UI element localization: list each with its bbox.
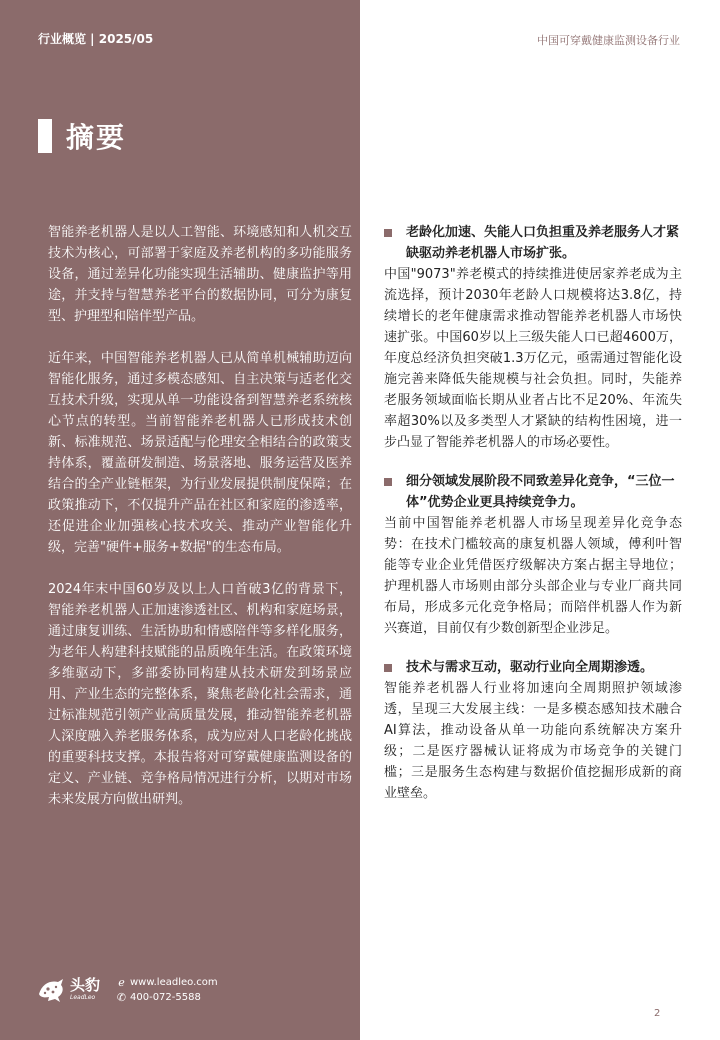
logo-name-en: LeadLeo [70,993,96,1001]
leopard-logo-icon [36,974,66,1004]
summary-paragraph: 2024年末中国60岁及以上人口首破3亿的背景下，智能养老机器人正加速渗透社区、机构和家庭场景，通过康复训练、生活协助和情感陪伴等多样化服务，为老年人构建科技赋能的品质晚年生活。在政策环境多维驱动下，多部委协同构建从技术研发到场景应用、产业生态的完整体系，聚焦老龄化社会需求，通过标准规范引领产业高质量发展，推动智能养老机器人深度融入养老服务体系，成为应对人口老龄化挑战的重要科技支撑。本报告将对可穿戴健康监测设备的定义、产业链、竞争格局情况进行分析，以期对市场未来发展方向做出研判。 [48,582,352,807]
finding-body: 智能养老机器人行业将加速向全周期照护领域渗透，呈现三大发展主线：一是多模态感知技术融合AI算法，推动设备从单一功能向系统解决方案升级；二是医疗器械认证将成为市场竞争的关键门槛；三是服务生态构建与数据价值挖掘形成新的商业壁垒。 [384,681,682,801]
finding-body: 中国"9073"养老模式的持续推进使居家养老成为主流选择，预计2030年老龄人口规模将达3.8亿，持续增长的老年健康需求推动智能养老机器人市场快速扩张。中国60岁以上三级失能人口已超4600万，年度总经济负担突破1.3万亿元，亟需通过智能化设施完善来降低失能规模与社会负担。同时，失能养老服务领域面临长期从业者占比不足20%、年流失率超30%以及多类型人才紧缺的结构性困境，进一步凸显了智能养老机器人的市场必要性。 [384,267,682,450]
key-findings [384,222,682,822]
leadleo-logo [36,974,100,1004]
industry-title: 中国可穿戴健康监测设备行业 [537,34,680,47]
summary-text [48,222,352,831]
square-bullet-icon [384,478,392,486]
finding-section [384,471,682,639]
page-number: 2 [654,1008,661,1019]
summary-paragraph: 近年来，中国智能养老机器人已从简单机械辅助迈向智能化服务，通过多模态感知、自主决策与适老化交互技术升级，实现从单一功能设备到智慧养老系统核心节点的转型。当前智能养老机器人已形成技术创新、标准规范、场景适配与伦理安全相结合的政策支持体系，覆盖研发制造、场景落地、服务运营及医养结合的全产业链框架，为行业发展提供制度保障；在政策推动下，不仅提升产品在社区和家庭的渗透率，还促进企业加强核心技术攻关、推动产业智能化升级，完善"硬件+服务+数据"的生态布局。 [48,351,352,555]
finding-heading: 技术与需求互动，驱动行业向全周期渗透。 [406,660,654,675]
square-bullet-icon [384,664,392,672]
square-bullet-icon [384,229,392,237]
finding-section [384,222,682,453]
contact-info [116,975,218,1005]
finding-body: 当前中国智能养老机器人市场呈现差异化竞争态势：在技术门槛较高的康复机器人领域，傅利叶智能等专业企业凭借医疗级解决方案占据主导地位；护理机器人市场则由部分头部企业与专业厂商共同布局，形成多元化竞争格局；而陪伴机器人作为新兴赛道，目前仅有少数创新型企业涉足。 [384,516,682,636]
title-accent-bar [38,119,52,153]
logo-name-cn: 头豹 [70,975,101,994]
finding-section [384,657,682,804]
web-icon: ℯ [118,976,125,989]
report-category-date: 行业概览 | 2025/05 [38,32,154,46]
phone-icon: ✆ [116,991,127,1004]
summary-paragraph: 智能养老机器人是以人工智能、环境感知和人机交互技术为核心，可部署于家庭及养老机构的多功能服务设备，通过差异化功能实现生活辅助、健康监护等用途，并支持与智慧养老平台的数据协同，可分为康复型、护理型和陪伴型产品。 [48,225,352,324]
phone-number: 400-072-5588 [130,992,201,1003]
finding-heading: 老龄化加速、失能人口负担重及养老服务人才紧缺驱动养老机器人市场扩张。 [406,225,680,261]
title-block [38,118,126,154]
finding-heading: 细分领域发展阶段不同致差异化竞争，“三位一体”优势企业更具持续竞争力。 [406,474,675,510]
website-link[interactable]: www.leadleo.com [130,977,218,988]
page-title: 摘要 [66,121,127,154]
